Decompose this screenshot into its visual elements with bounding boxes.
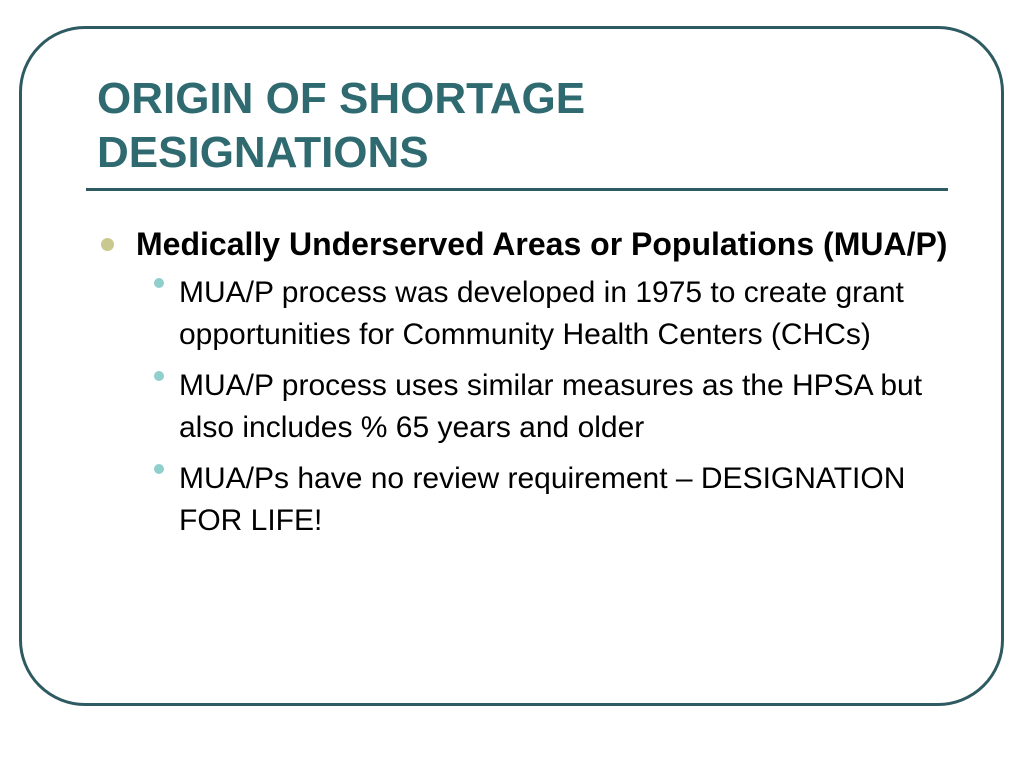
slide-content bbox=[100, 222, 950, 551]
bullet-level1-text: Medically Underserved Areas or Populations (MUA/P) bbox=[136, 226, 948, 262]
sub-bullet-text: MUA/P process was developed in 1975 to create grant opportunities for Community Health Centers (CHCs) bbox=[179, 276, 904, 351]
bullet-level1 bbox=[100, 222, 950, 266]
sub-bullet-text: MUA/Ps have no review requirement – DESIGNATION FOR LIFE! bbox=[179, 462, 906, 537]
sub-bullet-dot-icon bbox=[154, 464, 164, 474]
sub-bullet-list bbox=[144, 272, 950, 542]
sub-bullet-dot-icon bbox=[154, 371, 164, 381]
sub-bullet bbox=[144, 458, 950, 542]
sub-bullet-text: MUA/P process uses similar measures as the HPSA but also includes % 65 years and older bbox=[179, 369, 923, 444]
sub-bullet bbox=[144, 365, 950, 449]
bullet-dot-icon bbox=[101, 238, 114, 251]
sub-bullet bbox=[144, 272, 950, 356]
slide-title: ORIGIN OF SHORTAGE DESIGNATIONS bbox=[97, 74, 586, 177]
sub-bullet-dot-icon bbox=[154, 278, 164, 288]
title-divider bbox=[86, 188, 948, 191]
